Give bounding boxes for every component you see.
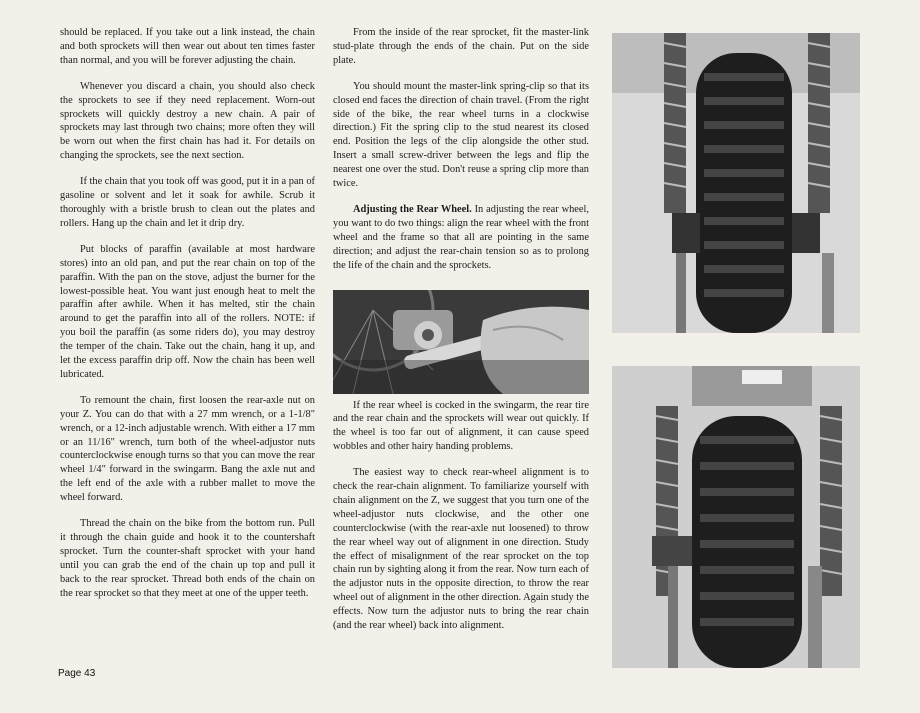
- paragraph: Put blocks of paraffin (available at most hardware stores) into an old pan, and put the rear chain on top of the paraffin. With the pan on the stove, adjust the burner for the lowest-possible heat. You want just enough heat to melt the paraffin after awhile. When it has melted, stir the chain around to get the paraffin into all of the rollers. NOTE: if you boil the paraffin (as some riders do), you may destroy the temper of the chain. Take out the chain, hang it up, and let the excess paraffin drip off. Now the chain has been well lubricated.: [60, 243, 315, 380]
- paragraph: If the rear wheel is cocked in the swingarm, the rear tire and the rear chain and the sprockets will wear out quickly. If the wheel is too far out of alignment, it can cause speed wobbles and other hairy handing problems.: [333, 399, 589, 453]
- photo-rear-wheel-bottom: [612, 366, 860, 668]
- photo-axle-wrench: [333, 290, 589, 394]
- section-heading: Adjusting the Rear Wheel.: [353, 203, 472, 215]
- page-number: Page 43: [58, 668, 96, 679]
- photo-rear-wheel-top: [612, 33, 860, 333]
- paragraph: To remount the chain, first loosen the rear-axle nut on your Z. You can do that with a 27 mm wrench, or a 1-1/8" wrench, or a 12-inch adjustable wrench. With either a 17 mm or an 11/16" wrench, turn both of the wheel-adjustor nuts counterclockwise enough turns so that you can move the rear wheel 1/4" forward in the swingarm. Bang the axle nut and the left end of the axle with a rubber mallet to move the wheel forward.: [60, 394, 315, 504]
- paragraph: [333, 203, 589, 273]
- paragraph: The easiest way to check rear-wheel alignment is to check the rear-chain alignment. To familiarize yourself with chain alignment on the Z, we suggest that you turn one of the wheel-adjustor nuts clockwise, and the other one counterclockwise (with the rear-axle nut loosened) to throw the rear wheel way out of alignment in one direction. Study the effect of misalignment of the rear sprocket on the top chain run by sighting along it from the rear. Now turn each of the adjustor nuts in the opposite direction, to throw the rear wheel out of alignment in the other direction. Again study the effects. Now turn the adjustor nuts to bring the rear chain (and the rear wheel) back into alignment.: [333, 467, 589, 632]
- paragraph: You should mount the master-link spring-clip so that its closed end faces the direction of chain travel. (From the right side of the bike, the rear wheel turns in a clockwise direction.) Fit the spring clip to the stud nearest its closed end. Position the legs of the clip alongside the other stud. Insert a small screw-driver between the legs and flip the nearest one over the stud. Don't reuse a spring clip more than twice.: [333, 80, 589, 190]
- text-column-left: [60, 26, 315, 613]
- paragraph: From the inside of the rear sprocket, fit the master-link stud-plate through the ends of the chain. Put on the side plate.: [333, 27, 589, 66]
- paragraph: Whenever you discard a chain, you should also check the sprockets to see if they need replacement. Worn-out sprockets will quickly destroy a new chain. A pair of sprockets may last through two chains; more often they will be worn out when the first chain has had it. For details on changing the sprockets, see the next section.: [60, 80, 315, 162]
- paragraph: If the chain that you took off was good, put it in a pan of gasoline or solvent and let it soak for awhile. Scrub it thoroughly with a bristle brush to clean out the plates and rollers. Hang up the chain and let it drip dry.: [60, 176, 315, 229]
- section-body: In adjusting the rear wheel, you want to do two things: align the rear wheel with the front wheel and the frame so that all are pointing in the same direction; and adjust the rear-chain tension so as to prolong the life of the chain and the sprockets.: [333, 203, 589, 271]
- paragraph: Thread the chain on the bike from the bottom run. Pull it through the chain guide and hook it to the countershaft sprocket. Turn the counter-shaft sprocket with your hand until you can grab the end of the chain up top and pull it back to the rear sprocket. Thread both ends of the chain on the rear sprocket so that they meet at one of the upper teeth.: [60, 518, 315, 599]
- paragraph: should be replaced. If you take out a link instead, the chain and both sprockets will then wear out about ten times faster than normal, and you will be forever adjusting the chain.: [60, 27, 315, 66]
